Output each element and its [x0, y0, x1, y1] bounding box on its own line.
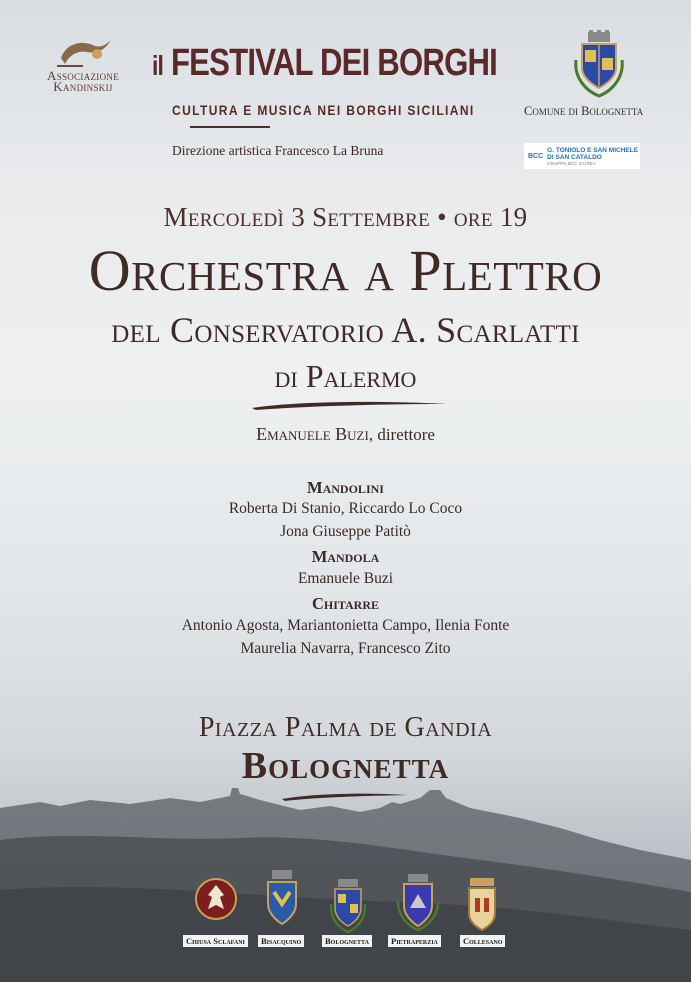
kandinskij-name — [28, 70, 138, 92]
bank-logo — [524, 143, 640, 169]
municipality-label: Bolognetta — [322, 935, 372, 947]
municipality-label: Pietraperzia — [388, 935, 441, 947]
festival-prefix: il — [152, 50, 164, 81]
event-subtitle: del Conservatorio A. Scarlatti — [111, 310, 580, 350]
venue-town: Bolognetta — [241, 745, 450, 787]
collesano-crest-icon — [466, 876, 498, 937]
bolognetta-crest-icon — [570, 30, 628, 105]
chiusa-sclafani-crest-icon — [194, 875, 238, 932]
brush-stroke-divider — [250, 398, 450, 412]
festival-title — [152, 42, 497, 85]
kandinskij-line-2: Kandinskij — [53, 79, 113, 94]
event-title: Orchestra a Plettro — [88, 238, 603, 303]
performer-names: Jona Giuseppe Patitò — [280, 523, 411, 540]
event-city: di Palermo — [274, 358, 417, 394]
performer-names: Antonio Agosta, Mariantonietta Campo, Ilenia Fonte — [181, 617, 510, 634]
venue-address: Piazza Palma de Gandia — [198, 712, 493, 743]
festival-subtitle: CULTURA E MUSICA NEI BORGHI SICILIANI — [172, 102, 475, 118]
comune-name: Comune di Bolognetta — [524, 104, 644, 118]
director-line — [0, 424, 691, 445]
artistic-direction: Direzione artistica Francesco La Bruna — [172, 143, 384, 158]
bank-prefix: BCC — [528, 152, 544, 160]
festival-title-text: FESTIVAL DEI BORGHI — [170, 42, 498, 84]
section-heading-mandolini: Mandolini — [307, 478, 384, 497]
director-role: , direttore — [368, 425, 435, 444]
director-name: Emanuele Buzi — [256, 424, 369, 444]
municipality-label: Collesano — [460, 935, 505, 947]
section-heading-mandola: Mandola — [311, 547, 380, 566]
bisacquino-crest-icon — [262, 868, 302, 935]
kandinskij-logo — [28, 36, 138, 92]
performer-names: Emanuele Buzi — [297, 570, 394, 587]
performer-names: Roberta Di Stanio, Riccardo Lo Coco — [228, 500, 463, 517]
divider — [190, 126, 270, 128]
kandinskij-emblem-icon — [53, 36, 113, 70]
bank-name: G. TONIOLO E SAN MICHELE DI SAN CATALDO — [547, 146, 639, 161]
pietraperzia-crest-icon — [396, 872, 440, 937]
bank-tagline: GRUPPO BCC ICCREA — [547, 160, 596, 166]
municipality-label: Bisacquino — [258, 935, 304, 947]
event-date-time: Mercoledì 3 Settembre • ore 19 — [163, 202, 528, 232]
kandinskij-line-1: Associazione — [47, 68, 119, 83]
section-heading-chitarre: Chitarre — [311, 594, 380, 613]
municipality-label: Chiusa Sclafani — [183, 935, 248, 947]
bolognetta-small-crest-icon — [328, 878, 368, 939]
performer-names: Maurelia Navarra, Francesco Zito — [240, 640, 451, 657]
